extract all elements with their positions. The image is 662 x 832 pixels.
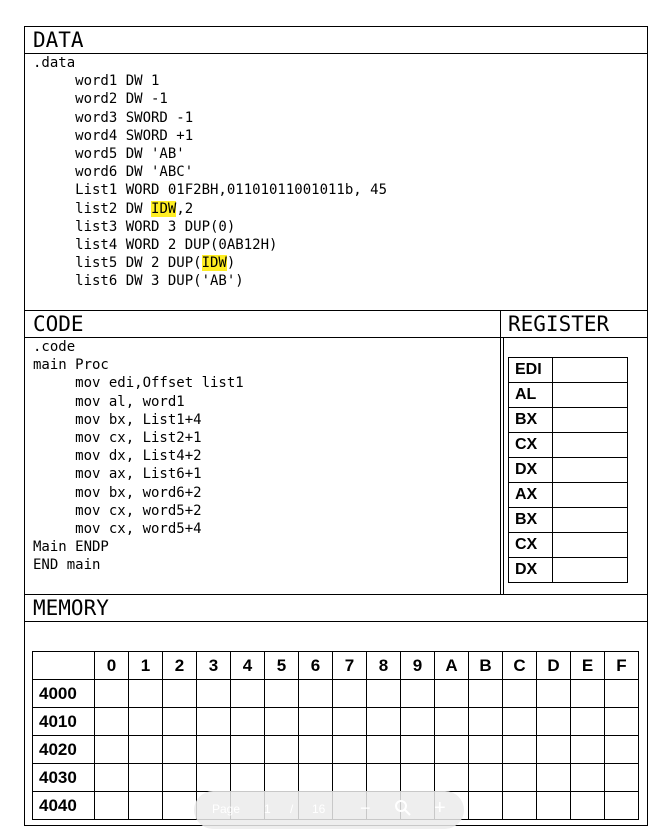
data-line: List1 WORD 01F2BH,01101011001011b, 45 [33,182,388,199]
register-divider-inner [503,337,504,594]
memory-cell[interactable] [503,708,537,736]
zoom-in-button[interactable]: + [434,797,446,819]
memory-cell[interactable] [605,708,639,736]
page-separator: / [290,802,294,816]
data-line: word1 DW 1 [33,73,160,90]
memory-column-header: 1 [129,652,163,680]
memory-cell[interactable] [605,736,639,764]
zoom-out-button[interactable]: − [360,798,371,818]
memory-cell[interactable] [299,736,333,764]
memory-row [33,764,639,792]
memory-cell[interactable] [265,736,299,764]
data-line: list3 WORD 3 DUP(0) [33,218,236,235]
data-title-divider [24,53,648,54]
register-name: DX [509,458,553,483]
memory-cell[interactable] [265,680,299,708]
memory-cell[interactable] [537,764,571,792]
memory-cell[interactable] [163,736,197,764]
memory-cell[interactable] [333,680,367,708]
memory-cell[interactable] [299,708,333,736]
memory-cell[interactable] [537,708,571,736]
register-value-cell[interactable] [553,483,628,508]
memory-cell[interactable] [95,764,129,792]
memory-cell[interactable] [265,764,299,792]
memory-cell[interactable] [537,680,571,708]
memory-title-divider [24,621,648,622]
register-value-cell[interactable] [553,358,628,383]
code-line: mov bx, List1+4 [33,411,202,428]
memory-cell[interactable] [299,680,333,708]
memory-cell[interactable] [469,792,503,820]
memory-cell[interactable] [537,792,571,820]
magnifier-icon[interactable] [394,799,412,820]
register-row [509,358,628,383]
memory-cell[interactable] [605,764,639,792]
code-section-title: CODE [33,312,84,336]
memory-cell[interactable] [129,736,163,764]
memory-cell[interactable] [163,680,197,708]
memory-cell[interactable] [503,680,537,708]
memory-cell[interactable] [469,680,503,708]
register-row [509,508,628,533]
memory-column-header: 0 [95,652,129,680]
current-page-input[interactable]: 1 [264,802,271,816]
register-name: BX [509,508,553,533]
memory-cell[interactable] [435,764,469,792]
code-line: mov edi,Offset list1 [33,375,244,392]
register-name: DX [509,558,553,583]
data-line: word5 DW 'AB' [33,146,185,162]
memory-cell[interactable] [231,764,265,792]
memory-cell[interactable] [537,736,571,764]
code-line: mov bx, word6+2 [33,484,202,501]
memory-cell[interactable] [401,680,435,708]
memory-cell[interactable] [333,708,367,736]
register-row [509,533,628,558]
memory-cell[interactable] [129,680,163,708]
code-line: mov cx, List2+1 [33,430,202,446]
memory-cell[interactable] [571,764,605,792]
register-value-cell[interactable] [553,558,628,583]
register-section-title: REGISTER [508,312,610,336]
memory-cell[interactable] [401,736,435,764]
register-name: BX [509,408,553,433]
memory-cell[interactable] [469,708,503,736]
memory-cell[interactable] [129,708,163,736]
memory-cell[interactable] [401,708,435,736]
memory-address: 4030 [33,764,95,792]
memory-column-header: 3 [197,652,231,680]
data-line: list5 DW 2 DUP(IDW) [33,255,236,272]
code-line: END main [33,557,101,574]
code-memory-divider [24,594,648,595]
memory-address: 4040 [33,792,95,820]
memory-cell[interactable] [333,736,367,764]
data-line: word3 SWORD -1 [33,109,194,126]
memory-cell[interactable] [367,736,401,764]
memory-column-header: 5 [265,652,299,680]
data-line: word6 DW 'ABC' [33,164,194,181]
memory-column-header: C [503,652,537,680]
memory-column-header: 2 [163,652,197,680]
register-value-cell[interactable] [553,383,628,408]
memory-cell[interactable] [469,736,503,764]
memory-column-header: 9 [401,652,435,680]
memory-cell[interactable] [163,708,197,736]
memory-cell[interactable] [571,680,605,708]
memory-cell[interactable] [367,708,401,736]
code-line: mov ax, List6+1 [33,466,202,483]
memory-cell[interactable] [571,792,605,820]
register-value-cell[interactable] [553,533,628,558]
code-line: .code [33,339,76,355]
memory-column-header: 8 [367,652,401,680]
code-line: main Proc [33,357,109,374]
memory-cell[interactable] [367,764,401,792]
code-title-divider [24,337,648,338]
memory-address: 4000 [33,680,95,708]
data-line: .data [33,55,76,71]
memory-cell[interactable] [95,708,129,736]
memory-column-header: B [469,652,503,680]
memory-column-header: E [571,652,605,680]
memory-cell[interactable] [197,764,231,792]
memory-cell[interactable] [231,736,265,764]
code-line: mov al, word1 [33,393,185,410]
highlighted-text: IDW [201,255,227,272]
memory-cell[interactable] [605,680,639,708]
memory-cell[interactable] [299,764,333,792]
memory-cell[interactable] [231,680,265,708]
memory-cell[interactable] [401,764,435,792]
memory-cell[interactable] [435,680,469,708]
memory-cell[interactable] [435,708,469,736]
memory-cell[interactable] [571,736,605,764]
memory-cell[interactable] [571,708,605,736]
code-line: mov cx, word5+4 [33,521,202,537]
register-value-cell[interactable] [553,408,628,433]
memory-address: 4020 [33,736,95,764]
register-value-cell[interactable] [553,433,628,458]
memory-cell[interactable] [95,792,129,820]
memory-cell[interactable] [129,792,163,820]
memory-row [33,736,639,764]
register-name: AX [509,483,553,508]
code-line: Main ENDP [33,539,109,556]
memory-section-title: MEMORY [33,596,109,620]
memory-cell[interactable] [163,792,197,820]
register-row [509,458,628,483]
page-label: Page [212,802,241,816]
data-line: list6 DW 3 DUP('AB') [33,273,244,290]
data-line: word4 SWORD +1 [33,127,194,144]
register-row [509,483,628,508]
code-line: mov dx, List4+2 [33,448,202,465]
total-pages: 16 [312,802,326,816]
data-section-title: DATA [33,28,84,52]
memory-corner-cell [33,652,95,680]
memory-row [33,708,639,736]
register-name: CX [509,533,553,558]
memory-cell[interactable] [605,792,639,820]
memory-cell[interactable] [265,708,299,736]
memory-column-header: F [605,652,639,680]
register-row [509,433,628,458]
register-table [508,357,628,583]
register-row [509,383,628,408]
register-name: CX [509,433,553,458]
data-code-divider [24,310,648,311]
memory-cell[interactable] [503,764,537,792]
memory-cell[interactable] [129,764,163,792]
memory-column-header: A [435,652,469,680]
memory-cell[interactable] [197,736,231,764]
page-navigation-toolbar [194,791,464,829]
memory-column-header: 7 [333,652,367,680]
memory-column-header: 6 [299,652,333,680]
memory-cell[interactable] [163,764,197,792]
memory-cell[interactable] [503,792,537,820]
memory-column-header: 4 [231,652,265,680]
register-row [509,408,628,433]
register-value-cell[interactable] [553,508,628,533]
memory-column-header: D [537,652,571,680]
highlighted-text: IDW [151,200,177,217]
memory-cell[interactable] [333,764,367,792]
register-name: AL [509,383,553,408]
register-divider-left [500,310,501,594]
register-value-cell[interactable] [553,458,628,483]
memory-address: 4010 [33,708,95,736]
data-line: list4 WORD 2 DUP(0AB12H) [33,237,278,253]
memory-cell[interactable] [197,680,231,708]
memory-cell[interactable] [95,680,129,708]
memory-cell[interactable] [197,708,231,736]
memory-cell[interactable] [469,764,503,792]
memory-cell[interactable] [503,736,537,764]
data-line: list2 DW IDW,2 [33,200,194,217]
memory-header-row [33,652,639,680]
code-line: mov cx, word5+2 [33,502,202,519]
memory-cell[interactable] [231,708,265,736]
memory-cell[interactable] [435,736,469,764]
register-name: EDI [509,358,553,383]
memory-cell[interactable] [95,736,129,764]
register-row [509,558,628,583]
memory-row [33,680,639,708]
memory-cell[interactable] [367,680,401,708]
data-line: word2 DW -1 [33,91,168,108]
